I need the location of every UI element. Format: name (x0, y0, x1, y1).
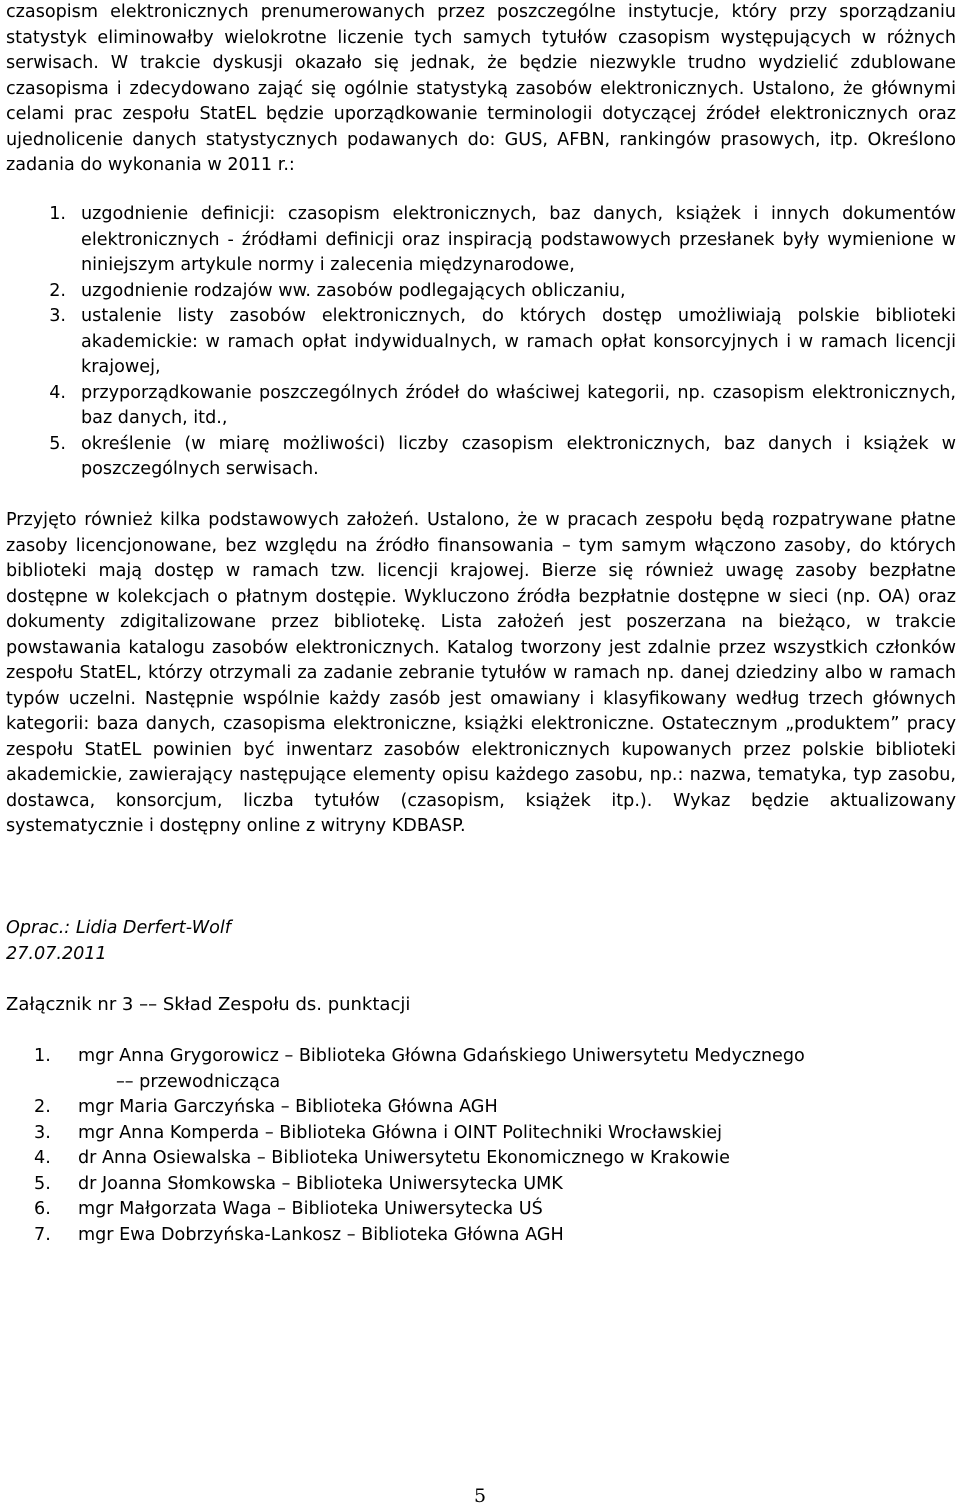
member-text: mgr Maria Garczyńska – Biblioteka Główna AGH (78, 1097, 498, 1117)
member-text: dr Anna Osiewalska – Biblioteka Uniwersytetu Ekonomicznego w Krakowie (78, 1148, 730, 1168)
list-item-number: 5. (49, 433, 66, 454)
list-item (6, 304, 956, 381)
assumptions-paragraph: Przyjęto również kilka podstawowych założeń. Ustalono, że w pracach zespołu będą rozpatrywane płatne zasoby licencjonowane, bez względu na źródło finansowania – tym samym włączono zasoby, do których biblioteki mają dostęp w ramach tzw. licencji krajowej. Bierze się również uwagę zasoby bezpłatne dostępne w kolekcjach o płatnym dostępie. Wykluczono źródła bezpłatnie dostępne w sieci (np. OA) oraz dokumenty zdigitalizowane przez bibliotekę. Lista założeń jest poszerzana na bieżąco, w trakcie powstawania katalogu zasobów elektronicznych. Katalog tworzony jest zdalnie przez wszystkich członków zespołu StatEL, którzy otrzymali za zadanie zebranie tytułów w ramach np. danej dziedziny albo w ramach typów uczelni. Następnie wspólnie każdy zasób jest omawiany i klasyfikowany według trzech głównych kategorii: baza danych, czasopisma elektroniczne, książki elektroniczne. Ostatecznym „produktem” pracy zespołu StatEL powinien być inwentarz zasobów elektronicznych kupowanych przez polskie biblioteki akademickie, zawierający następujące elementy opisu każdego zasobu, np.: nazwa, tematyka, typ zasobu, dostawca, konsorcjum, liczba tytułów (czasopism, książek itp.). Wykaz będzie aktualizowany systematycznie i dostępny online z witryny KDBASP. (6, 510, 956, 836)
member-item (6, 1121, 956, 1147)
member-text: mgr Ewa Dobrzyńska-Lankosz – Biblioteka Główna AGH (78, 1224, 564, 1245)
signature-name: Oprac.: Lidia Derfert-Wolf (6, 918, 231, 938)
member-number: 7. (34, 1224, 51, 1245)
tasks-list (6, 202, 956, 483)
list-item (6, 432, 956, 483)
member-text: mgr Małgorzata Waga – Biblioteka Uniwersytecka UŚ (78, 1199, 543, 1219)
list-item (6, 279, 956, 305)
list-item-text: uzgodnienie definicji: czasopism elektronicznych, baz danych, książek i innych dokumentów elektronicznych - źródłami definicji oraz inspiracją podstawowych przesłanek były wymienione w niniejszym artykule normy i zalecenia międzynarodowe, (81, 204, 956, 275)
members-list (6, 1044, 956, 1248)
list-item (6, 202, 956, 279)
list-item (6, 381, 956, 432)
list-item-text: przyporządkowanie poszczególnych źródeł do właściwej kategorii, np. czasopism elektronicznych, baz danych, itd., (81, 382, 956, 428)
member-number: 3. (34, 1122, 51, 1143)
member-item (6, 1146, 956, 1172)
member-item (6, 1197, 956, 1223)
member-number: 5. (34, 1173, 51, 1194)
list-item-number: 4. (49, 382, 66, 403)
member-number: 4. (34, 1148, 51, 1168)
member-number: 1. (34, 1046, 51, 1066)
signature-date: 27.07.2011 (6, 944, 107, 964)
page-number: 5 (473, 1485, 487, 1507)
list-item-text: uzgodnienie rodzajów ww. zasobów podlegających obliczaniu, (81, 280, 626, 301)
member-item (6, 1172, 956, 1198)
list-item-number: 2. (49, 280, 66, 301)
member-text: mgr Anna Komperda – Biblioteka Główna i OINT Politechniki Wrocławskiej (78, 1122, 723, 1143)
list-item-text: określenie (w miarę możliwości) liczby czasopism elektronicznych, baz danych i książek w poszczególnych serwisach. (81, 433, 956, 479)
member-text: mgr Anna Grygorowicz – Biblioteka Główna Gdańskiego Uniwersytetu Medycznego (78, 1046, 805, 1066)
member-role: –– przewodnicząca (116, 1071, 281, 1092)
list-item-number: 1. (49, 204, 66, 224)
member-number: 2. (34, 1097, 51, 1117)
intro-paragraph: czasopism elektronicznych prenumerowanych przez poszczególne instytucje, który przy sporządzaniu statystyk eliminowałby wielokrotne liczenie tych samych tytułów czasopism występujących w różnych serwisach. W trakcie dyskusji okazało się jednak, że będzie niezwykle trudno wydzielić zdublowane czasopisma i zdecydowano zająć się ogólnie statystyką zasobów elektronicznych. Ustalono, że głównymi celami prac zespołu StatEL będzie uporządkowanie terminologii dotyczącej źródeł elektronicznych oraz ujednolicenie danych statystycznych podawanych do: GUS, AFBN, rankingów prasowych, itp. Określono zadania do wykonania w 2011 r.: (6, 2, 956, 175)
member-item (6, 1223, 956, 1249)
list-item-number: 3. (49, 306, 66, 326)
annex-title: Załącznik nr 3 –– Skład Zespołu ds. punktacji (6, 994, 411, 1015)
member-item (6, 1095, 956, 1121)
member-number: 6. (34, 1199, 51, 1219)
member-text: dr Joanna Słomkowska – Biblioteka Uniwersytecka UMK (78, 1173, 563, 1194)
member-item (6, 1044, 956, 1095)
list-item-text: ustalenie listy zasobów elektronicznych, do których dostęp umożliwiają polskie biblioteki akademickie: w ramach opłat indywidualnych, w ramach opłat konsorcyjnych i w ramach licencji krajowej, (81, 306, 956, 377)
